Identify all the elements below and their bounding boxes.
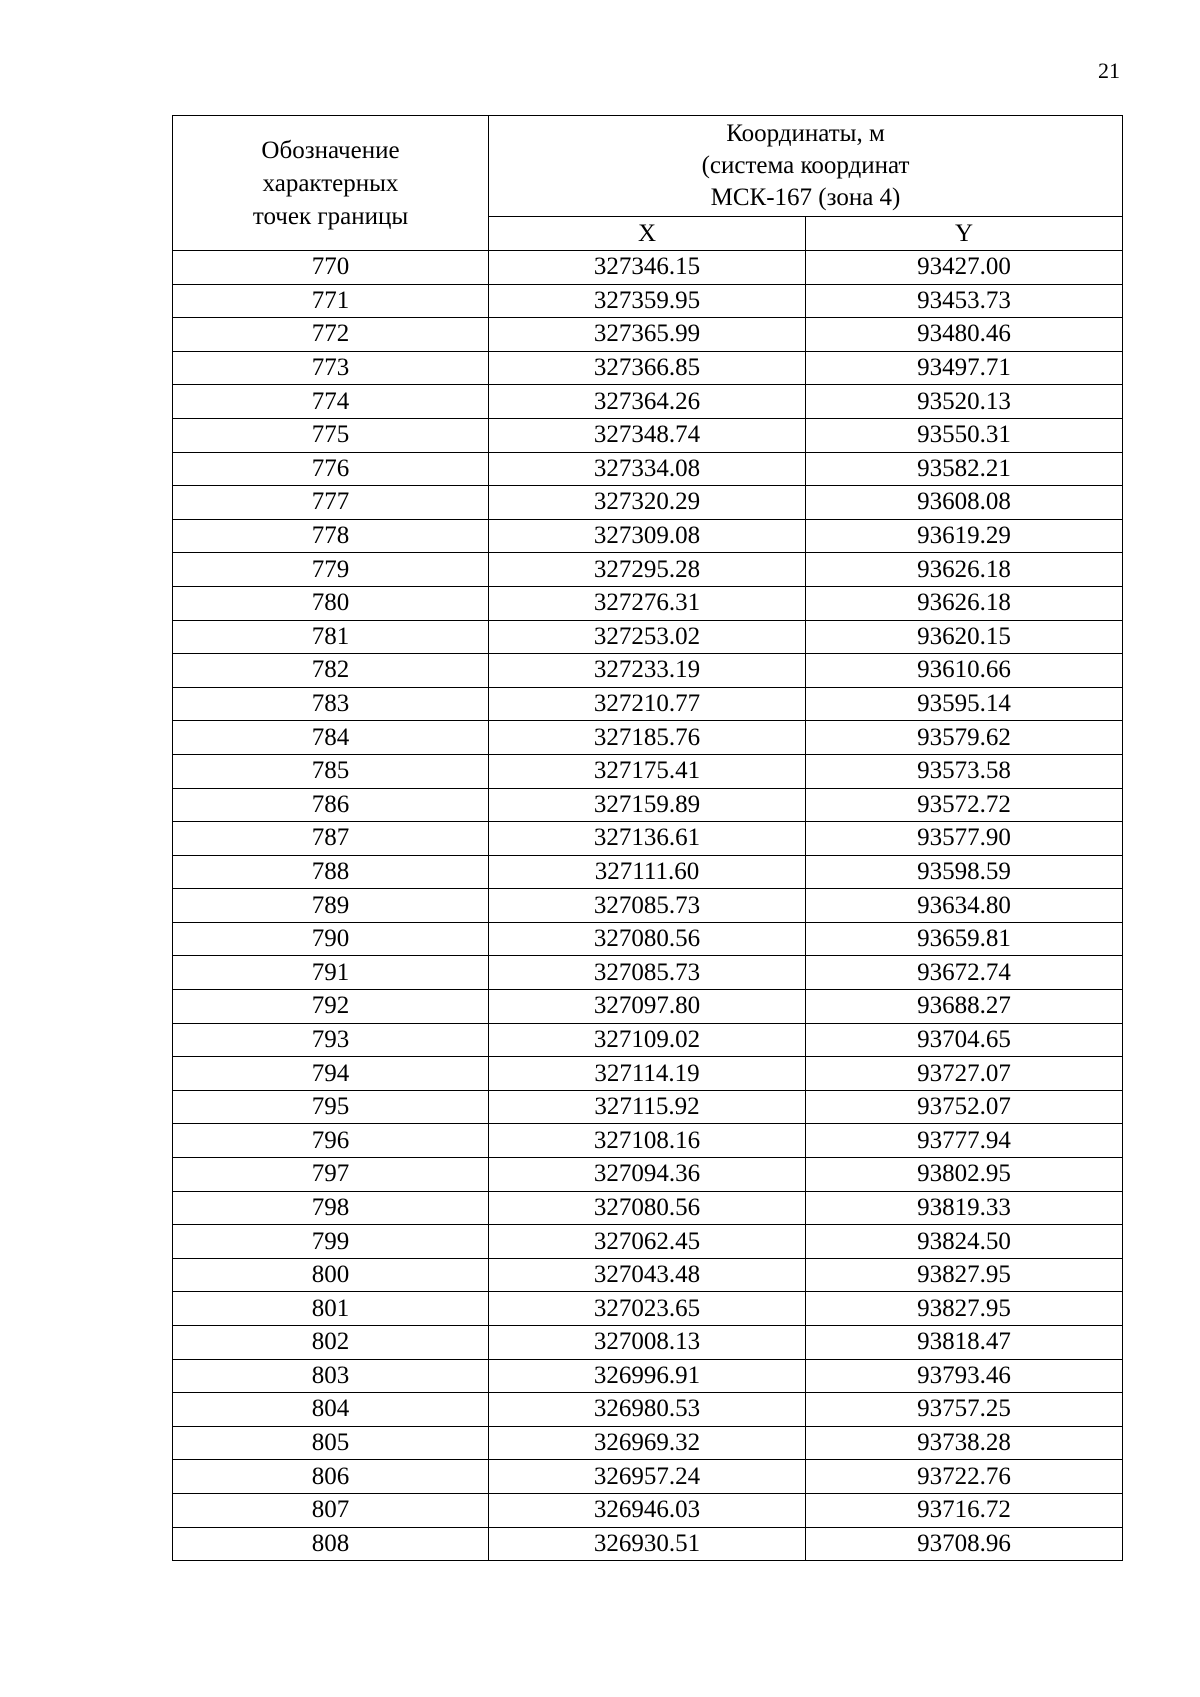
header-coordinates <box>489 116 1123 217</box>
x-coordinate-cell: 326930.51 <box>489 1527 806 1561</box>
y-coordinate-cell: 93752.07 <box>806 1090 1123 1124</box>
x-coordinate-cell: 327320.29 <box>489 486 806 520</box>
table-row <box>173 1426 1123 1460</box>
y-coordinate-cell: 93626.18 <box>806 586 1123 620</box>
y-coordinate-cell: 93827.95 <box>806 1258 1123 1292</box>
point-number-cell: 800 <box>173 1258 489 1292</box>
point-number-cell: 806 <box>173 1460 489 1494</box>
x-coordinate-cell: 327085.73 <box>489 889 806 923</box>
x-coordinate-cell: 327159.89 <box>489 788 806 822</box>
x-coordinate-cell: 327043.48 <box>489 1258 806 1292</box>
x-coordinate-cell: 327185.76 <box>489 721 806 755</box>
x-coordinate-cell: 327334.08 <box>489 452 806 486</box>
point-number-cell: 790 <box>173 922 489 956</box>
y-coordinate-cell: 93824.50 <box>806 1225 1123 1259</box>
point-number-cell: 771 <box>173 284 489 318</box>
point-number-cell: 793 <box>173 1023 489 1057</box>
table-row <box>173 1393 1123 1427</box>
y-coordinate-cell: 93619.29 <box>806 519 1123 553</box>
table-row <box>173 1527 1123 1561</box>
page-number: 21 <box>1098 58 1120 83</box>
y-coordinate-cell: 93573.58 <box>806 754 1123 788</box>
table-row <box>173 822 1123 856</box>
table-row <box>173 418 1123 452</box>
table-row <box>173 251 1123 285</box>
x-coordinate-cell: 327309.08 <box>489 519 806 553</box>
y-coordinate-cell: 93722.76 <box>806 1460 1123 1494</box>
header-coords-line-2: (система координат <box>701 152 910 180</box>
x-coordinate-cell: 327094.36 <box>489 1158 806 1192</box>
header-point-designation <box>173 116 489 251</box>
x-coordinate-cell: 327111.60 <box>489 855 806 889</box>
table-row <box>173 620 1123 654</box>
point-number-cell: 781 <box>173 620 489 654</box>
y-coordinate-cell: 93497.71 <box>806 351 1123 385</box>
point-number-cell: 803 <box>173 1359 489 1393</box>
point-number-cell: 791 <box>173 956 489 990</box>
x-coordinate-cell: 327366.85 <box>489 351 806 385</box>
header-row-top <box>173 116 1123 217</box>
y-coordinate-cell: 93688.27 <box>806 990 1123 1024</box>
x-coordinate-cell: 326957.24 <box>489 1460 806 1494</box>
x-coordinate-cell: 327253.02 <box>489 620 806 654</box>
table-body <box>173 251 1123 1561</box>
y-coordinate-cell: 93427.00 <box>806 251 1123 285</box>
table-header <box>173 116 1123 251</box>
x-coordinate-cell: 327295.28 <box>489 553 806 587</box>
point-number-cell: 773 <box>173 351 489 385</box>
y-coordinate-cell: 93634.80 <box>806 889 1123 923</box>
table-row <box>173 318 1123 352</box>
point-number-cell: 789 <box>173 889 489 923</box>
table-row <box>173 284 1123 318</box>
point-number-cell: 785 <box>173 754 489 788</box>
table-row <box>173 1326 1123 1360</box>
y-coordinate-cell: 93572.72 <box>806 788 1123 822</box>
point-number-cell: 787 <box>173 822 489 856</box>
table-row <box>173 1292 1123 1326</box>
y-coordinate-cell: 93802.95 <box>806 1158 1123 1192</box>
y-coordinate-cell: 93708.96 <box>806 1527 1123 1561</box>
y-coordinate-cell: 93672.74 <box>806 956 1123 990</box>
x-coordinate-cell: 327114.19 <box>489 1057 806 1091</box>
x-coordinate-cell: 327080.56 <box>489 1191 806 1225</box>
y-coordinate-cell: 93610.66 <box>806 654 1123 688</box>
table-row <box>173 721 1123 755</box>
table-row <box>173 385 1123 419</box>
point-number-cell: 804 <box>173 1393 489 1427</box>
x-coordinate-cell: 327085.73 <box>489 956 806 990</box>
point-number-cell: 770 <box>173 251 489 285</box>
point-number-cell: 778 <box>173 519 489 553</box>
y-coordinate-cell: 93579.62 <box>806 721 1123 755</box>
x-coordinate-cell: 327023.65 <box>489 1292 806 1326</box>
table-row <box>173 1090 1123 1124</box>
x-coordinate-cell: 327233.19 <box>489 654 806 688</box>
table-row <box>173 687 1123 721</box>
header-designation-line-2: характерных <box>262 169 399 197</box>
table-row <box>173 1191 1123 1225</box>
y-coordinate-cell: 93577.90 <box>806 822 1123 856</box>
table-row <box>173 1460 1123 1494</box>
x-coordinate-cell: 327276.31 <box>489 586 806 620</box>
x-coordinate-cell: 327175.41 <box>489 754 806 788</box>
x-coordinate-cell: 327364.26 <box>489 385 806 419</box>
point-number-cell: 802 <box>173 1326 489 1360</box>
header-coords-line-3: МСК-167 (зона 4) <box>710 184 901 212</box>
table-row <box>173 553 1123 587</box>
point-number-cell: 776 <box>173 452 489 486</box>
x-coordinate-cell: 326996.91 <box>489 1359 806 1393</box>
point-number-cell: 779 <box>173 553 489 587</box>
y-coordinate-cell: 93777.94 <box>806 1124 1123 1158</box>
point-number-cell: 782 <box>173 654 489 688</box>
x-coordinate-cell: 327008.13 <box>489 1326 806 1360</box>
y-coordinate-cell: 93608.08 <box>806 486 1123 520</box>
point-number-cell: 799 <box>173 1225 489 1259</box>
y-coordinate-cell: 93598.59 <box>806 855 1123 889</box>
x-coordinate-cell: 327365.99 <box>489 318 806 352</box>
point-number-cell: 788 <box>173 855 489 889</box>
y-coordinate-cell: 93757.25 <box>806 1393 1123 1427</box>
x-coordinate-cell: 326946.03 <box>489 1493 806 1527</box>
table-row <box>173 1225 1123 1259</box>
y-coordinate-cell: 93716.72 <box>806 1493 1123 1527</box>
point-number-cell: 798 <box>173 1191 489 1225</box>
point-number-cell: 777 <box>173 486 489 520</box>
point-number-cell: 783 <box>173 687 489 721</box>
point-number-cell: 786 <box>173 788 489 822</box>
table-row <box>173 1057 1123 1091</box>
point-number-cell: 797 <box>173 1158 489 1192</box>
table-row <box>173 351 1123 385</box>
header-designation-line-3: точек границы <box>252 202 409 230</box>
header-y: Y <box>806 217 1123 251</box>
table-row <box>173 1023 1123 1057</box>
point-number-cell: 801 <box>173 1292 489 1326</box>
table-row <box>173 1359 1123 1393</box>
point-number-cell: 805 <box>173 1426 489 1460</box>
y-coordinate-cell: 93704.65 <box>806 1023 1123 1057</box>
x-coordinate-cell: 327062.45 <box>489 1225 806 1259</box>
table-row <box>173 922 1123 956</box>
table-row <box>173 1493 1123 1527</box>
y-coordinate-cell: 93727.07 <box>806 1057 1123 1091</box>
header-designation-line-1: Обозначение <box>261 136 400 164</box>
y-coordinate-cell: 93818.47 <box>806 1326 1123 1360</box>
table-row <box>173 1258 1123 1292</box>
point-number-cell: 796 <box>173 1124 489 1158</box>
coordinates-table <box>172 115 1123 1561</box>
table-row <box>173 754 1123 788</box>
y-coordinate-cell: 93453.73 <box>806 284 1123 318</box>
x-coordinate-cell: 327359.95 <box>489 284 806 318</box>
y-coordinate-cell: 93480.46 <box>806 318 1123 352</box>
x-coordinate-cell: 327348.74 <box>489 418 806 452</box>
y-coordinate-cell: 93626.18 <box>806 553 1123 587</box>
y-coordinate-cell: 93738.28 <box>806 1426 1123 1460</box>
table-row <box>173 788 1123 822</box>
table-row <box>173 654 1123 688</box>
table-row <box>173 452 1123 486</box>
table-row <box>173 519 1123 553</box>
y-coordinate-cell: 93520.13 <box>806 385 1123 419</box>
point-number-cell: 784 <box>173 721 489 755</box>
y-coordinate-cell: 93550.31 <box>806 418 1123 452</box>
y-coordinate-cell: 93819.33 <box>806 1191 1123 1225</box>
point-number-cell: 775 <box>173 418 489 452</box>
y-coordinate-cell: 93827.95 <box>806 1292 1123 1326</box>
point-number-cell: 795 <box>173 1090 489 1124</box>
point-number-cell: 794 <box>173 1057 489 1091</box>
x-coordinate-cell: 327108.16 <box>489 1124 806 1158</box>
table-row <box>173 586 1123 620</box>
table-row <box>173 855 1123 889</box>
point-number-cell: 808 <box>173 1527 489 1561</box>
table-row <box>173 990 1123 1024</box>
table-row <box>173 956 1123 990</box>
x-coordinate-cell: 327210.77 <box>489 687 806 721</box>
point-number-cell: 772 <box>173 318 489 352</box>
point-number-cell: 792 <box>173 990 489 1024</box>
y-coordinate-cell: 93620.15 <box>806 620 1123 654</box>
table-row <box>173 1158 1123 1192</box>
x-coordinate-cell: 326969.32 <box>489 1426 806 1460</box>
header-x: X <box>489 217 806 251</box>
point-number-cell: 807 <box>173 1493 489 1527</box>
table-row <box>173 486 1123 520</box>
point-number-cell: 780 <box>173 586 489 620</box>
y-coordinate-cell: 93582.21 <box>806 452 1123 486</box>
x-coordinate-cell: 327346.15 <box>489 251 806 285</box>
x-coordinate-cell: 327080.56 <box>489 922 806 956</box>
point-number-cell: 774 <box>173 385 489 419</box>
x-coordinate-cell: 326980.53 <box>489 1393 806 1427</box>
y-coordinate-cell: 93659.81 <box>806 922 1123 956</box>
table-row <box>173 1124 1123 1158</box>
header-coords-line-1: Координаты, м <box>726 120 885 148</box>
table-row <box>173 889 1123 923</box>
x-coordinate-cell: 327097.80 <box>489 990 806 1024</box>
x-coordinate-cell: 327115.92 <box>489 1090 806 1124</box>
x-coordinate-cell: 327136.61 <box>489 822 806 856</box>
y-coordinate-cell: 93595.14 <box>806 687 1123 721</box>
y-coordinate-cell: 93793.46 <box>806 1359 1123 1393</box>
x-coordinate-cell: 327109.02 <box>489 1023 806 1057</box>
